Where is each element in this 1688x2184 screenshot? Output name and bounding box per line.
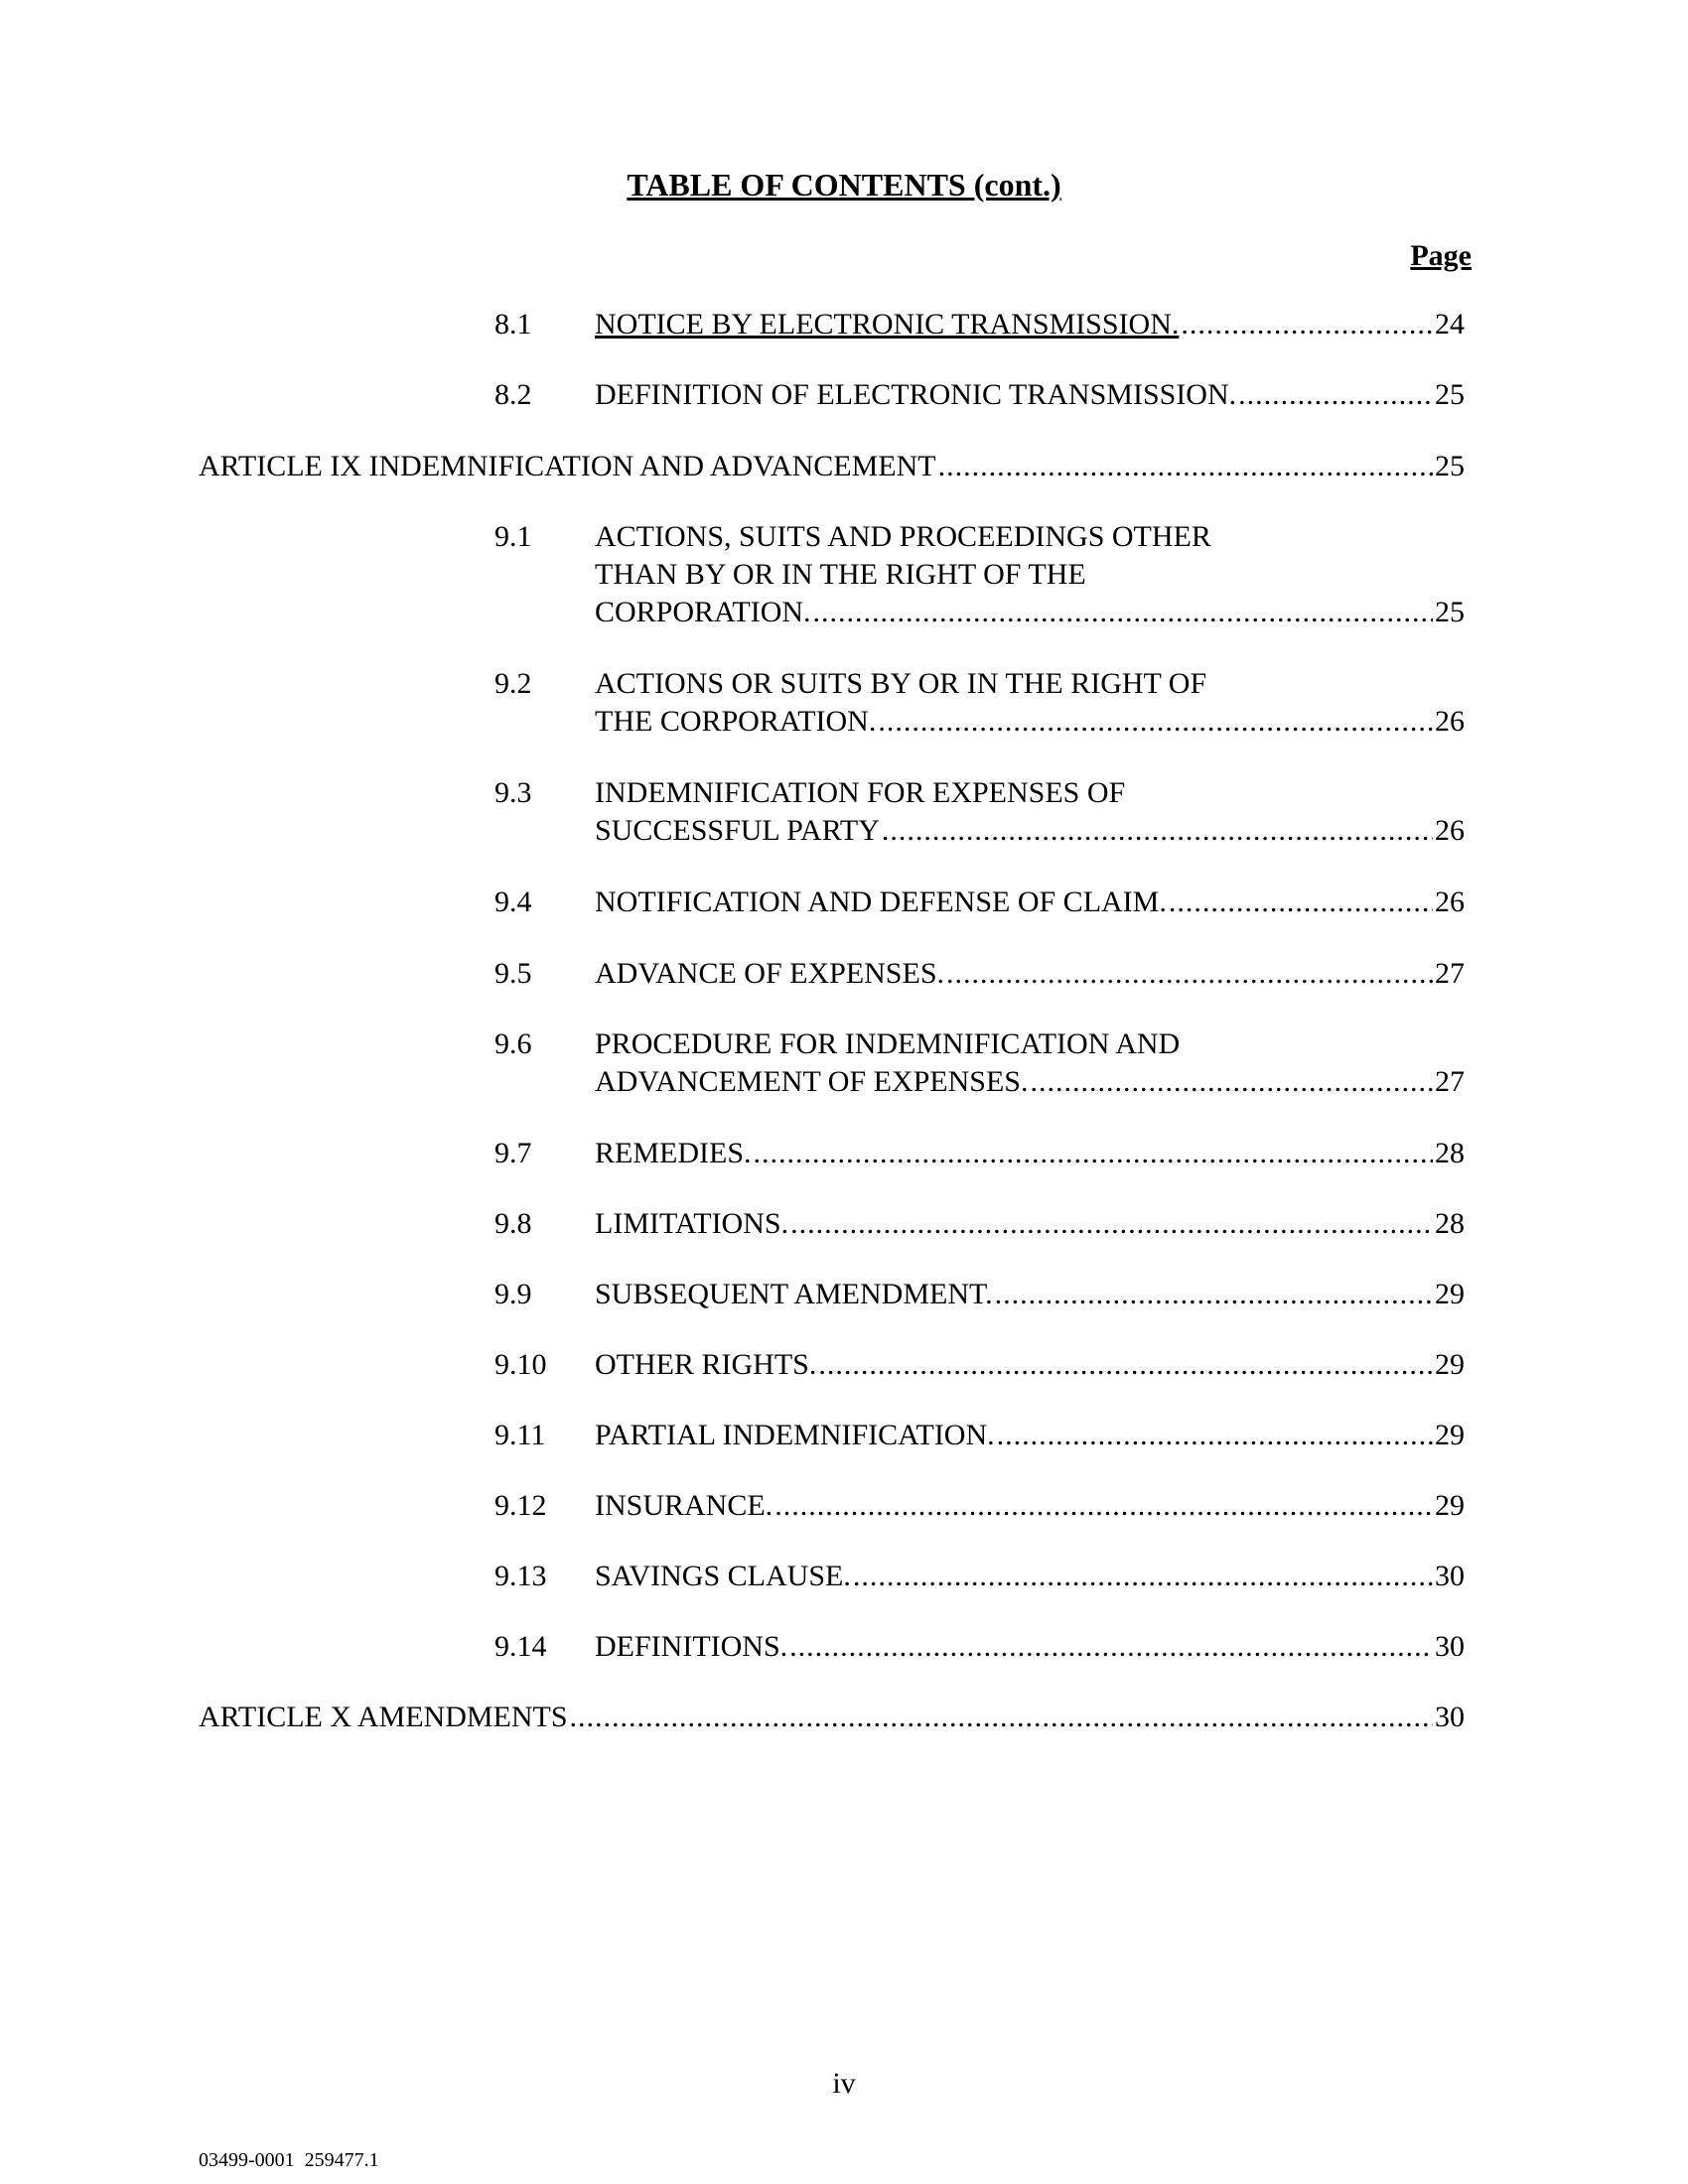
page-number: 27 <box>1435 957 1465 990</box>
toc-title: TABLE OF CONTENTS (cont.) <box>627 167 1061 203</box>
page-number: 26 <box>1435 705 1465 738</box>
dot-leader <box>997 1417 1433 1454</box>
section-title: SUBSEQUENT AMENDMENT. <box>595 1278 993 1310</box>
section-title: REMEDIES. <box>595 1137 752 1169</box>
section-title: ADVANCEMENT OF EXPENSES. <box>595 1065 1029 1098</box>
page-number: 25 <box>1435 378 1465 411</box>
section-number: 9.14 <box>494 1630 547 1663</box>
section-title: INSURANCE. <box>595 1489 774 1522</box>
section-title: ADVANCE OF EXPENSES. <box>595 957 945 990</box>
page-number: 29 <box>1435 1348 1465 1381</box>
article-title: ARTICLE X AMENDMENTS <box>199 1701 568 1733</box>
page-number: 30 <box>1435 1560 1465 1592</box>
page-number: 26 <box>1435 814 1465 847</box>
section-title-line: INDEMNIFICATION FOR EXPENSES OF <box>595 776 1126 809</box>
section-number: 9.8 <box>494 1207 532 1240</box>
dot-leader <box>995 1276 1433 1313</box>
footer-page-number: iv <box>832 2067 856 2100</box>
section-title: NOTIFICATION AND DEFENSE OF CLAIM. <box>595 886 1167 918</box>
page-number: 28 <box>1435 1207 1465 1240</box>
section-number: 9.3 <box>494 776 532 809</box>
section-number: 9.13 <box>494 1560 547 1592</box>
section-number: 9.6 <box>494 1027 532 1060</box>
dot-leader <box>818 1346 1433 1384</box>
section-title: DEFINITION OF ELECTRONIC TRANSMISSION. <box>595 378 1237 411</box>
dot-leader <box>754 1135 1434 1172</box>
section-title: DEFINITIONS. <box>595 1630 788 1663</box>
dot-leader <box>790 1205 1433 1243</box>
dot-leader <box>1181 306 1433 343</box>
dot-leader <box>774 1487 1433 1525</box>
dot-leader <box>882 812 1433 850</box>
page-number: 24 <box>1435 308 1465 341</box>
section-number: 9.4 <box>494 886 532 918</box>
section-number: 9.12 <box>494 1489 547 1522</box>
page-column-header: Page <box>1410 239 1472 272</box>
article-title: ARTICLE IX INDEMNIFICATION AND ADVANCEMENT <box>199 450 936 482</box>
section-title: CORPORATION. <box>595 596 811 628</box>
section-title: SAVINGS CLAUSE. <box>595 1560 851 1592</box>
page-number: 25 <box>1435 596 1465 628</box>
section-number: 8.1 <box>494 308 532 341</box>
section-number: 9.2 <box>494 667 532 700</box>
section-number: 9.5 <box>494 957 532 990</box>
dot-leader <box>813 594 1433 631</box>
dot-leader <box>789 1628 1433 1666</box>
document-id: 03499-0001 259477.1 <box>199 2149 379 2171</box>
page-number: 29 <box>1435 1419 1465 1451</box>
page-number: 28 <box>1435 1137 1465 1169</box>
section-number: 8.2 <box>494 378 532 411</box>
section-title-line: ACTIONS OR SUITS BY OR IN THE RIGHT OF <box>595 667 1207 700</box>
section-title: OTHER RIGHTS. <box>595 1348 817 1381</box>
dot-leader <box>1169 884 1433 921</box>
section-number: 9.10 <box>494 1348 547 1381</box>
dot-leader <box>570 1699 1433 1736</box>
dot-leader <box>1238 376 1433 414</box>
dot-leader <box>853 1558 1433 1595</box>
page-number: 26 <box>1435 886 1465 918</box>
section-title-line: PROCEDURE FOR INDEMNIFICATION AND <box>595 1027 1181 1060</box>
dot-leader <box>938 448 1433 485</box>
section-title: THE CORPORATION. <box>595 705 877 738</box>
section-number: 9.9 <box>494 1278 532 1310</box>
section-title: PARTIAL INDEMNIFICATION. <box>595 1419 995 1451</box>
section-title: LIMITATIONS. <box>595 1207 789 1240</box>
dot-leader <box>946 955 1433 993</box>
section-number: 9.1 <box>494 520 532 553</box>
section-number: 9.7 <box>494 1137 532 1169</box>
section-title[interactable]: NOTICE BY ELECTRONIC TRANSMISSION. <box>595 308 1180 341</box>
section-title-line: THAN BY OR IN THE RIGHT OF THE <box>595 558 1086 591</box>
section-title: SUCCESSFUL PARTY <box>595 814 880 847</box>
page-number: 30 <box>1435 1701 1465 1733</box>
page-number: 29 <box>1435 1489 1465 1522</box>
page-number: 25 <box>1435 450 1465 482</box>
page-number: 30 <box>1435 1630 1465 1663</box>
dot-leader <box>1030 1063 1433 1101</box>
dot-leader <box>878 703 1433 741</box>
page-number: 29 <box>1435 1278 1465 1310</box>
page-number: 27 <box>1435 1065 1465 1098</box>
section-title-line: ACTIONS, SUITS AND PROCEEDINGS OTHER <box>595 520 1211 553</box>
section-number: 9.11 <box>494 1419 546 1451</box>
